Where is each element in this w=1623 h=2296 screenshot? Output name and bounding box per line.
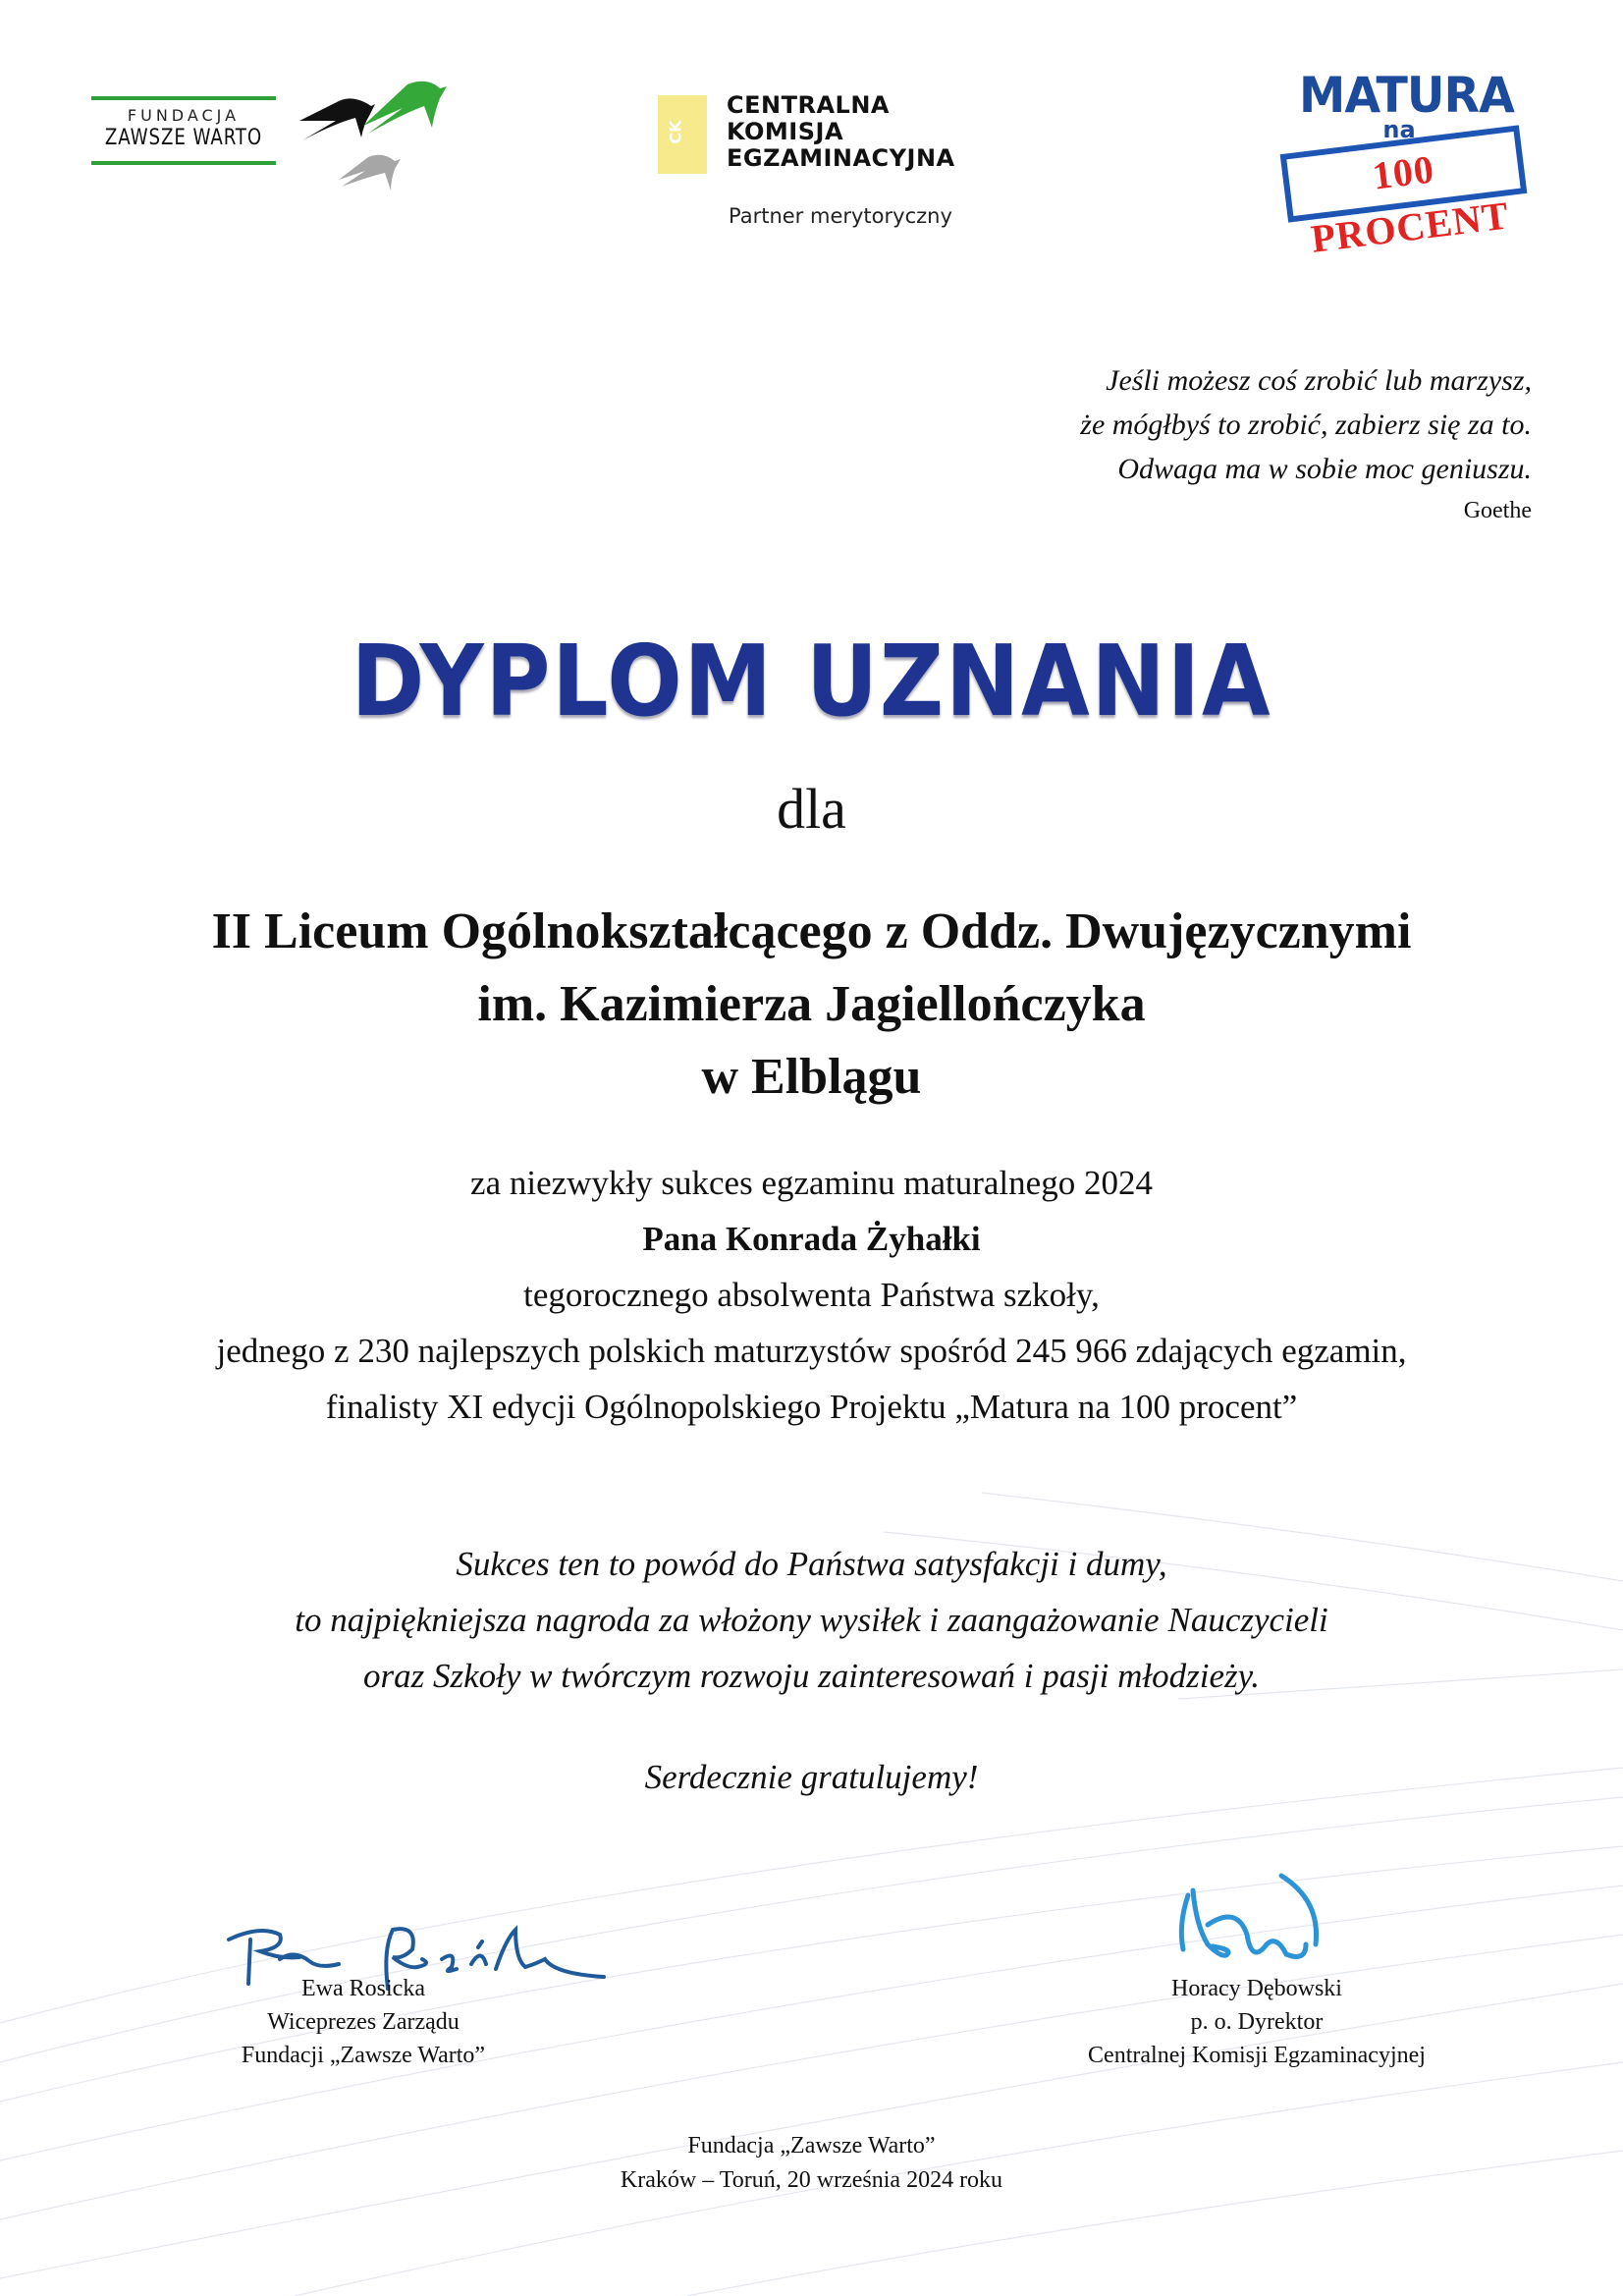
signatory-name: Horacy Dębowski [1171,1976,1342,2001]
signature-block-right [1031,1972,1483,2072]
diploma-title: DYPLOM UZNANIA [351,624,1272,738]
matura-logo-word: MATURA [1299,67,1514,124]
logo-rule-top [91,96,276,100]
cke-partner-label: Partner merytoryczny [729,204,952,228]
signatory-org: Fundacji „Zawsze Warto” [241,2043,486,2068]
footer-place-date: Kraków – Toruń, 20 września 2024 roku [620,2167,1003,2193]
signature-block-left [137,1972,589,2072]
foundation-logo-line2: ZAWSZE WARTO [104,126,263,150]
foundation-logo-line1: FUNDACJA [127,106,241,125]
foundation-logo [91,96,276,167]
swallows-icon [295,67,452,194]
for-word: dla [777,777,846,841]
quote-line: Odwaga ma w sobie moc geniuszu. [1117,453,1532,485]
matura-logo-na: na [1382,116,1416,143]
footer [0,2129,1623,2198]
student-name: Pana Konrada Żyhałki [642,1220,981,1258]
cke-logo-text: CENTRALNA KOMISJA EGZAMINACYJNA [727,91,955,172]
signatory-name: Ewa Rosicka [301,1976,425,2001]
signatory-role: p. o. Dyrektor [1190,2009,1324,2035]
signatory-org: Centralnej Komisji Egzaminacyjnej [1088,2043,1426,2068]
quote-line: Jeśli możesz coś zrobić lub marzysz, [1106,364,1532,397]
congratulations: Serdecznie gratulujemy! [644,1758,979,1796]
cke-logo-mark: CK [658,95,707,174]
matura-logo-stamp: 100 PROCENT [1280,125,1528,222]
quote-author: Goethe [1463,498,1532,523]
goethe-quote [1080,358,1532,530]
logo-rule-bottom [91,161,276,165]
signature-debowski-icon [1168,1866,1365,1974]
school-name: II Liceum Ogólnokształcącego z Oddz. Dwujęzycznymi im. Kazimierza Jagiellończyka w Elblągu [211,903,1412,1105]
footer-issuer: Fundacja „Zawsze Warto” [687,2133,936,2159]
quote-line: że mógłbyś to zrobić, zabierz się za to. [1080,409,1532,441]
closing-paragraph: Sukces ten to powód do Państwa satysfakcji i dumy, to najpiękniejsza nagroda za włożony wysiłek i zaangażowanie Nauczycieli oraz Szkoły w twórczym rozwoju zainteresowań i pasji młodzieży. [295,1545,1328,1695]
signatory-role: Wiceprezes Zarządu [267,2009,460,2035]
award-reason: za niezwykły sukces egzaminu maturalnego 2024 Pana Konrada Żyhałki tegorocznego absolwenta Państwa szkoły, jednego z 230 najlepszych polskich maturzystów spośród 245 966 zdających egzamin, finalisty XI edycji Ogólnopolskiego Projektu „Matura na 100 procent” [0,1155,1623,1435]
